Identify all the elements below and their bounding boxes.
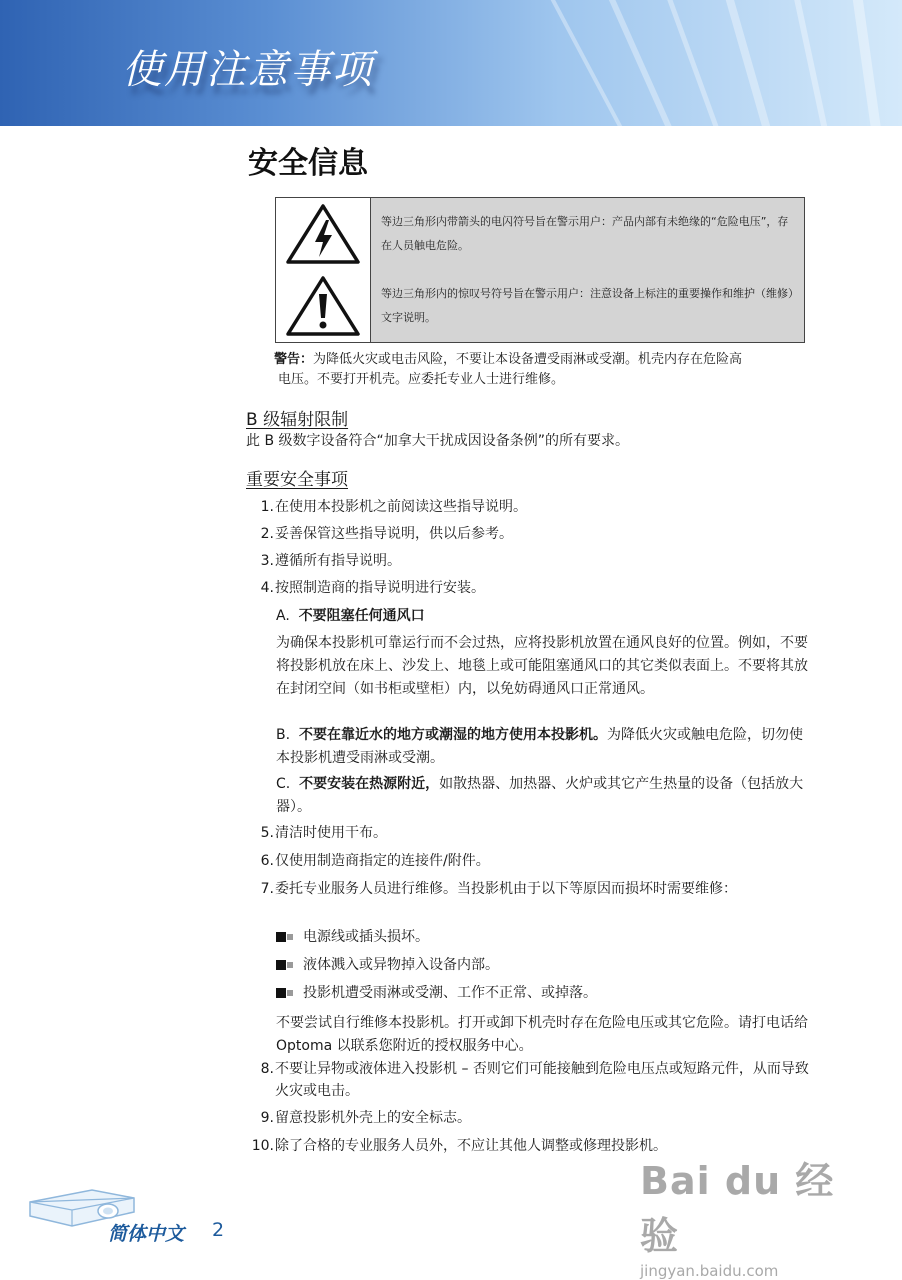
list-item-number: 7. [260,881,274,897]
sub-item-text: 如散热器、加热器、火炉或其它产生热量的设备（包括放大器）。 [276,776,804,815]
list-item [246,1058,821,1099]
bullet-square-icon [287,990,293,996]
warning-icon-cell [276,198,371,270]
list-item-number: 1. [260,499,274,515]
warning-text-attention: 等边三角形内的惊叹号符号旨在警示用户：注意设备上标注的重要操作和维护（维修）文字说明。 [371,270,804,342]
warning-row-electric [276,198,804,271]
header-banner [0,0,902,126]
list-item [246,523,821,545]
list-item-text: 妥善保管这些指导说明，供以后参考。 [275,526,513,542]
list-item-text: 留意投影机外壳上的安全标志。 [275,1110,471,1126]
sub-item-a-text: 为确保本投影机可靠运行而不会过热，应将投影机放置在通风良好的位置。例如，不要将投影机放在床上、沙发上、地毯上或可能阻塞通风口的其它类似表面上。不要将其放在封闭空间（如书柜或壁柜）内，以免妨碍通风口正常通风。 [276,635,808,697]
list-item-number: 9. [260,1110,274,1126]
bullet-item [276,954,499,976]
bullet-square-icon [287,934,293,940]
list-item-text: 不要让异物或液体进入投影机 – 否则它们可能接触到危险电压点或短路元件，从而导致火灾或电击。 [275,1061,809,1099]
bullet-square-icon [276,960,286,970]
list-item-number: 2. [260,526,274,542]
sub-item-b [276,724,816,770]
exclamation-triangle-icon [284,274,362,338]
warning-note-line2: 电压。不要打开机壳。应委托专业人士进行维修。 [278,372,565,387]
warning-text-electric: 等边三角形内带箭头的电闪符号旨在警示用户：产品内部有未绝缘的“危险电压”，存在人员触电危险。 [371,198,804,270]
list-item-text: 遵循所有指导说明。 [275,553,401,569]
list-item-number: 6. [260,853,274,869]
list-item-text: 清洁时使用干布。 [275,825,387,841]
list-item [246,496,821,518]
list-item-text: 仅使用制造商指定的连接件/附件。 [275,853,490,869]
class-b-text: 此 B 级数字设备符合“加拿大干扰成因设备条例”的所有要求。 [246,433,630,449]
list-item-number: 8. [260,1061,274,1077]
watermark-url: jingyan.baidu.com [640,1262,779,1280]
list-item-number: 4. [260,580,274,596]
class-b-heading: B 级辐射限制 [246,410,349,430]
bullet-item [276,982,597,1004]
sub-item-bold: 不要阻塞任何通风口 [298,608,425,624]
warning-row-attention [276,270,804,342]
sub-item-label: A. [276,608,290,624]
warning-icon-cell [276,270,371,342]
list-item-text: 在使用本投影机之前阅读这些指导说明。 [275,499,527,515]
lightning-triangle-icon [284,202,362,266]
list-item [246,850,821,872]
bullet-item [276,926,429,948]
baidu-watermark [640,1150,860,1280]
list-item-text: 除了合格的专业服务人员外，不应让其他人调整或修理投影机。 [275,1138,667,1154]
sub-item-label: B. [276,727,291,743]
list-item-text: 按照制造商的指导说明进行安装。 [275,580,485,596]
sub-item-label: C. [276,776,291,792]
bullet-square-icon [276,932,286,942]
list-item-number: 10. [251,1138,274,1154]
bullet-square-icon [276,988,286,998]
page-number: 2 [212,1219,225,1241]
list-item [246,1107,821,1129]
list-item-text: 委托专业服务人员进行维修。当投影机由于以下等原因而损坏时需要维修： [275,881,737,897]
list-item-number: 5. [260,825,274,841]
list-item-number: 3. [260,553,274,569]
list-item [246,822,821,844]
bullet-text: 电源线或插头损坏。 [303,929,429,945]
watermark-logo: Bai du 经验 [640,1159,835,1258]
page-header-title: 使用注意事项 [122,47,374,93]
bullet-square-icon [287,962,293,968]
list-item [246,878,821,900]
list-item [246,577,821,599]
sub-item-bold: 不要在靠近水的地方或潮湿的地方使用本投影机。 [298,727,607,743]
warning-label: 警告： [274,352,314,367]
warning-note [274,350,819,390]
footer-language: 简体中文 [108,1223,185,1245]
section-title: 安全信息 [248,146,368,181]
sub-item-bold: 不要安装在热源附近， [299,776,440,792]
bullet-text: 投影机遭受雨淋或受潮、工作不正常、或掉落。 [303,985,597,1001]
bullet-text: 液体溅入或异物掉入设备内部。 [303,957,499,973]
sub-item-a-title [276,605,816,628]
warning-note-line1: 为降低火灾或电击风险，不要让本设备遭受雨淋或受潮。机壳内存在危险高 [313,352,743,367]
important-safety-heading: 重要安全事项 [246,470,348,490]
sub-item-text: 为降低火灾或触电危险，切勿使本投影机遭受雨淋或受潮。 [276,727,803,766]
service-note: 不要尝试自行维修本投影机。打开或卸下机壳时存在危险电压或其它危险。请打电话给 Optoma 以联系您附近的授权服务中心。 [276,1015,808,1054]
warning-symbols-table [275,197,805,343]
sub-item-c [276,773,816,819]
list-item [246,550,821,572]
